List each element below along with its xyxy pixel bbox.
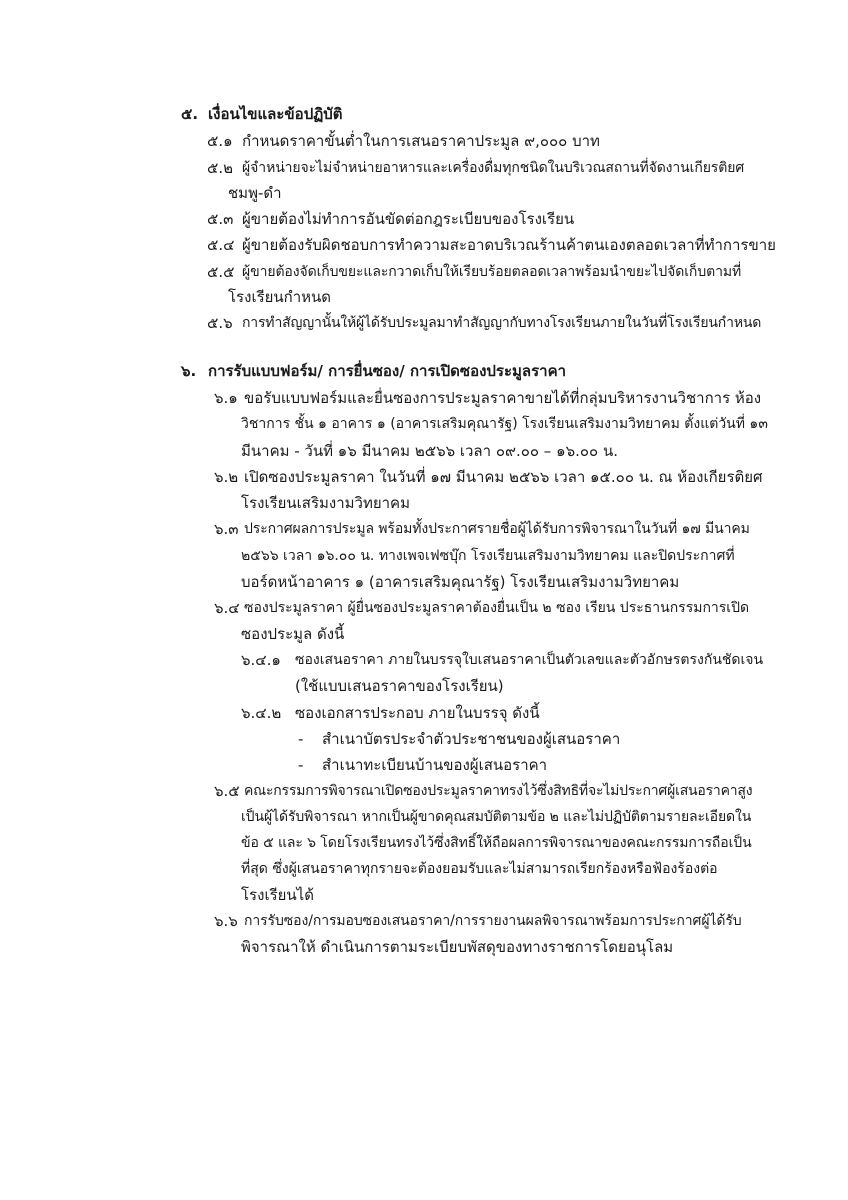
item-6-4-1-number: ๖.๔.๑ bbox=[241, 651, 281, 669]
item-5-1-text: กำหนดราคาขั้นต่ำในการเสนอราคาประมูล ๙,๐๐๐ บาท bbox=[242, 132, 600, 150]
bullet-dash: - bbox=[298, 756, 304, 774]
item-5-4-text: ผู้ขายต้องรับผิดชอบการทำความสะอาดบริเวณร้านค้าตนเองตลอดเวลาที่ทำการขาย bbox=[242, 236, 776, 254]
section-6-title: การรับแบบฟอร์ม/ การยื่นซอง/ การเปิดซองประมูลราคา bbox=[208, 362, 567, 380]
item-5-1-number: ๕.๑ bbox=[207, 132, 233, 150]
item-6-1-text-cont: วิชาการ ชั้น ๑ อาคาร ๑ (อาคารเสริมคุณารัฐ) โรงเรียนเสริมงามวิทยาคม ตั้งแต่วันที่ ๑๓ bbox=[241, 416, 768, 432]
item-6-4-2-text: ซองเอกสารประกอบ ภายในบรรจุ ดังนี้ bbox=[295, 704, 540, 722]
item-5-2-text: ผู้จำหน่ายจะไม่จำหน่ายอาหารและเครื่องดื่มทุกชนิดในบริเวณสถานที่จัดงานเกียรติยศ bbox=[242, 160, 745, 176]
item-6-2-text-cont: โรงเรียนเสริมงามวิทยาคม bbox=[241, 494, 410, 512]
item-5-6-text: การทำสัญญานั้นให้ผู้ได้รับประมูลมาทำสัญญากับทางโรงเรียนภายในวันที่โรงเรียนกำหนด bbox=[242, 315, 762, 331]
item-6-5-text-cont: ข้อ ๕ และ ๖ โดยโรงเรียนทรงไว้ซึ่งสิทธิ์ให้ถือผลการพิจารณาของคณะกรรมการถือเป็น bbox=[241, 835, 752, 851]
item-5-5-text-cont: โรงเรียนกำหนด bbox=[228, 288, 332, 306]
item-6-6-text: การรับซอง/การมอบซองเสนอราคา/การรายงานผลพิจารณาพร้อมการประกาศผู้ได้รับ bbox=[244, 913, 742, 929]
item-5-2-number: ๕.๒ bbox=[207, 159, 234, 177]
item-6-3-text-cont: บอร์ดหน้าอาคาร ๑ (อาคารเสริมคุณารัฐ) โรงเรียนเสริมงามวิทยาคม bbox=[241, 573, 680, 591]
item-6-5-text-cont: โรงเรียนได้ bbox=[241, 886, 314, 904]
item-6-3-text-cont: ๒๕๖๖ เวลา ๑๖.๐๐ น. ทางเพจเฟซบุ๊ก โรงเรียนเสริมงามวิทยาคม และปิดประกาศที่ bbox=[241, 548, 735, 564]
item-6-4-number: ๖.๔ bbox=[214, 599, 240, 617]
item-5-3-number: ๕.๓ bbox=[207, 210, 234, 228]
item-6-4-text-cont: ซองประมูล ดังนี้ bbox=[241, 625, 345, 643]
bullet-item-text: สำเนาบัตรประจำตัวประชาชนของผู้เสนอราคา bbox=[322, 730, 621, 748]
section-6-number: ๖. bbox=[181, 362, 197, 380]
item-6-3-text: ประกาศผลการประมูล พร้อมทั้งประกาศรายชื่อผู้ได้รับการพิจารณาในวันที่ ๑๗ มีนาคม bbox=[244, 521, 750, 537]
item-5-3-text: ผู้ขายต้องไม่ทำการอันขัดต่อกฎระเบียบของโรงเรียน bbox=[242, 210, 575, 228]
item-6-5-text-cont: ที่สุด ซึ่งผู้เสนอราคาทุกรายจะต้องยอมรับและไม่สามารถเรียกร้องหรือฟ้องร้องต่อ bbox=[241, 861, 718, 877]
item-6-4-2-number: ๖.๔.๒ bbox=[241, 704, 282, 722]
item-6-4-1-text-cont: (ใช้แบบเสนอราคาของโรงเรียน) bbox=[295, 677, 504, 695]
item-6-3-number: ๖.๓ bbox=[214, 520, 239, 538]
item-6-5-text-cont: เป็นผู้ได้รับพิจารณา หากเป็นผู้ขาดคุณสมบัติตามข้อ ๒ และไม่ปฏิบัติตามรายละเอียดใน bbox=[241, 809, 752, 825]
section-5-title: เงื่อนไขและข้อปฏิบัติ bbox=[208, 105, 343, 123]
item-6-1-text: ขอรับแบบฟอร์มและยื่นซองการประมูลราคาขายได้ที่กลุ่มบริหารงานวิชาการ ห้อง bbox=[244, 389, 762, 407]
section-5-number: ๕. bbox=[181, 105, 199, 123]
item-5-5-number: ๕.๕ bbox=[207, 263, 235, 281]
item-5-6-number: ๕.๖ bbox=[207, 314, 233, 332]
item-6-4-text: ซองประมูลราคา ผู้ยื่นซองประมูลราคาต้องยื่นเป็น ๒ ซอง เรียน ประธานกรรมการเปิด bbox=[244, 600, 750, 616]
item-5-2-text-cont: ชมพู-ดำ bbox=[228, 184, 282, 202]
item-6-6-number: ๖.๖ bbox=[214, 912, 238, 930]
item-6-1-number: ๖.๑ bbox=[214, 389, 238, 407]
item-6-2-text: เปิดซองประมูลราคา ในวันที่ ๑๗ มีนาคม ๒๕๖๖ เวลา ๑๕.๐๐ น. ณ ห้องเกียรติยศ bbox=[244, 468, 763, 486]
item-5-5-text: ผู้ขายต้องจัดเก็บขยะและกวาดเก็บให้เรียบร้อยตลอดเวลาพร้อมนำขยะไปจัดเก็บตามที่ bbox=[242, 264, 742, 280]
item-6-6-text-cont: พิจารณาให้ ดำเนินการตามระเบียบพัสดุของทางราชการโดยอนุโลม bbox=[241, 938, 674, 956]
item-6-4-1-text: ซองเสนอราคา ภายในบรรจุใบเสนอราคาเป็นตัวเลขและตัวอักษรตรงกันชัดเจน bbox=[295, 652, 764, 668]
item-6-1-text-cont: มีนาคม - วันที่ ๑๖ มีนาคม ๒๕๖๖ เวลา ๐๙.๐๐ – ๑๖.๐๐ น. bbox=[241, 442, 618, 460]
item-6-5-text: คณะกรรมการพิจารณาเปิดซองประมูลราคาทรงไว้ซึ่งสิทธิที่จะไม่ประกาศผู้เสนอราคาสูง bbox=[244, 783, 753, 799]
item-6-2-number: ๖.๒ bbox=[214, 468, 239, 486]
bullet-dash: - bbox=[298, 730, 304, 748]
item-5-4-number: ๕.๔ bbox=[207, 236, 235, 254]
item-6-5-number: ๖.๕ bbox=[214, 782, 240, 800]
bullet-item-text: สำเนาทะเบียนบ้านของผู้เสนอราคา bbox=[322, 756, 548, 774]
